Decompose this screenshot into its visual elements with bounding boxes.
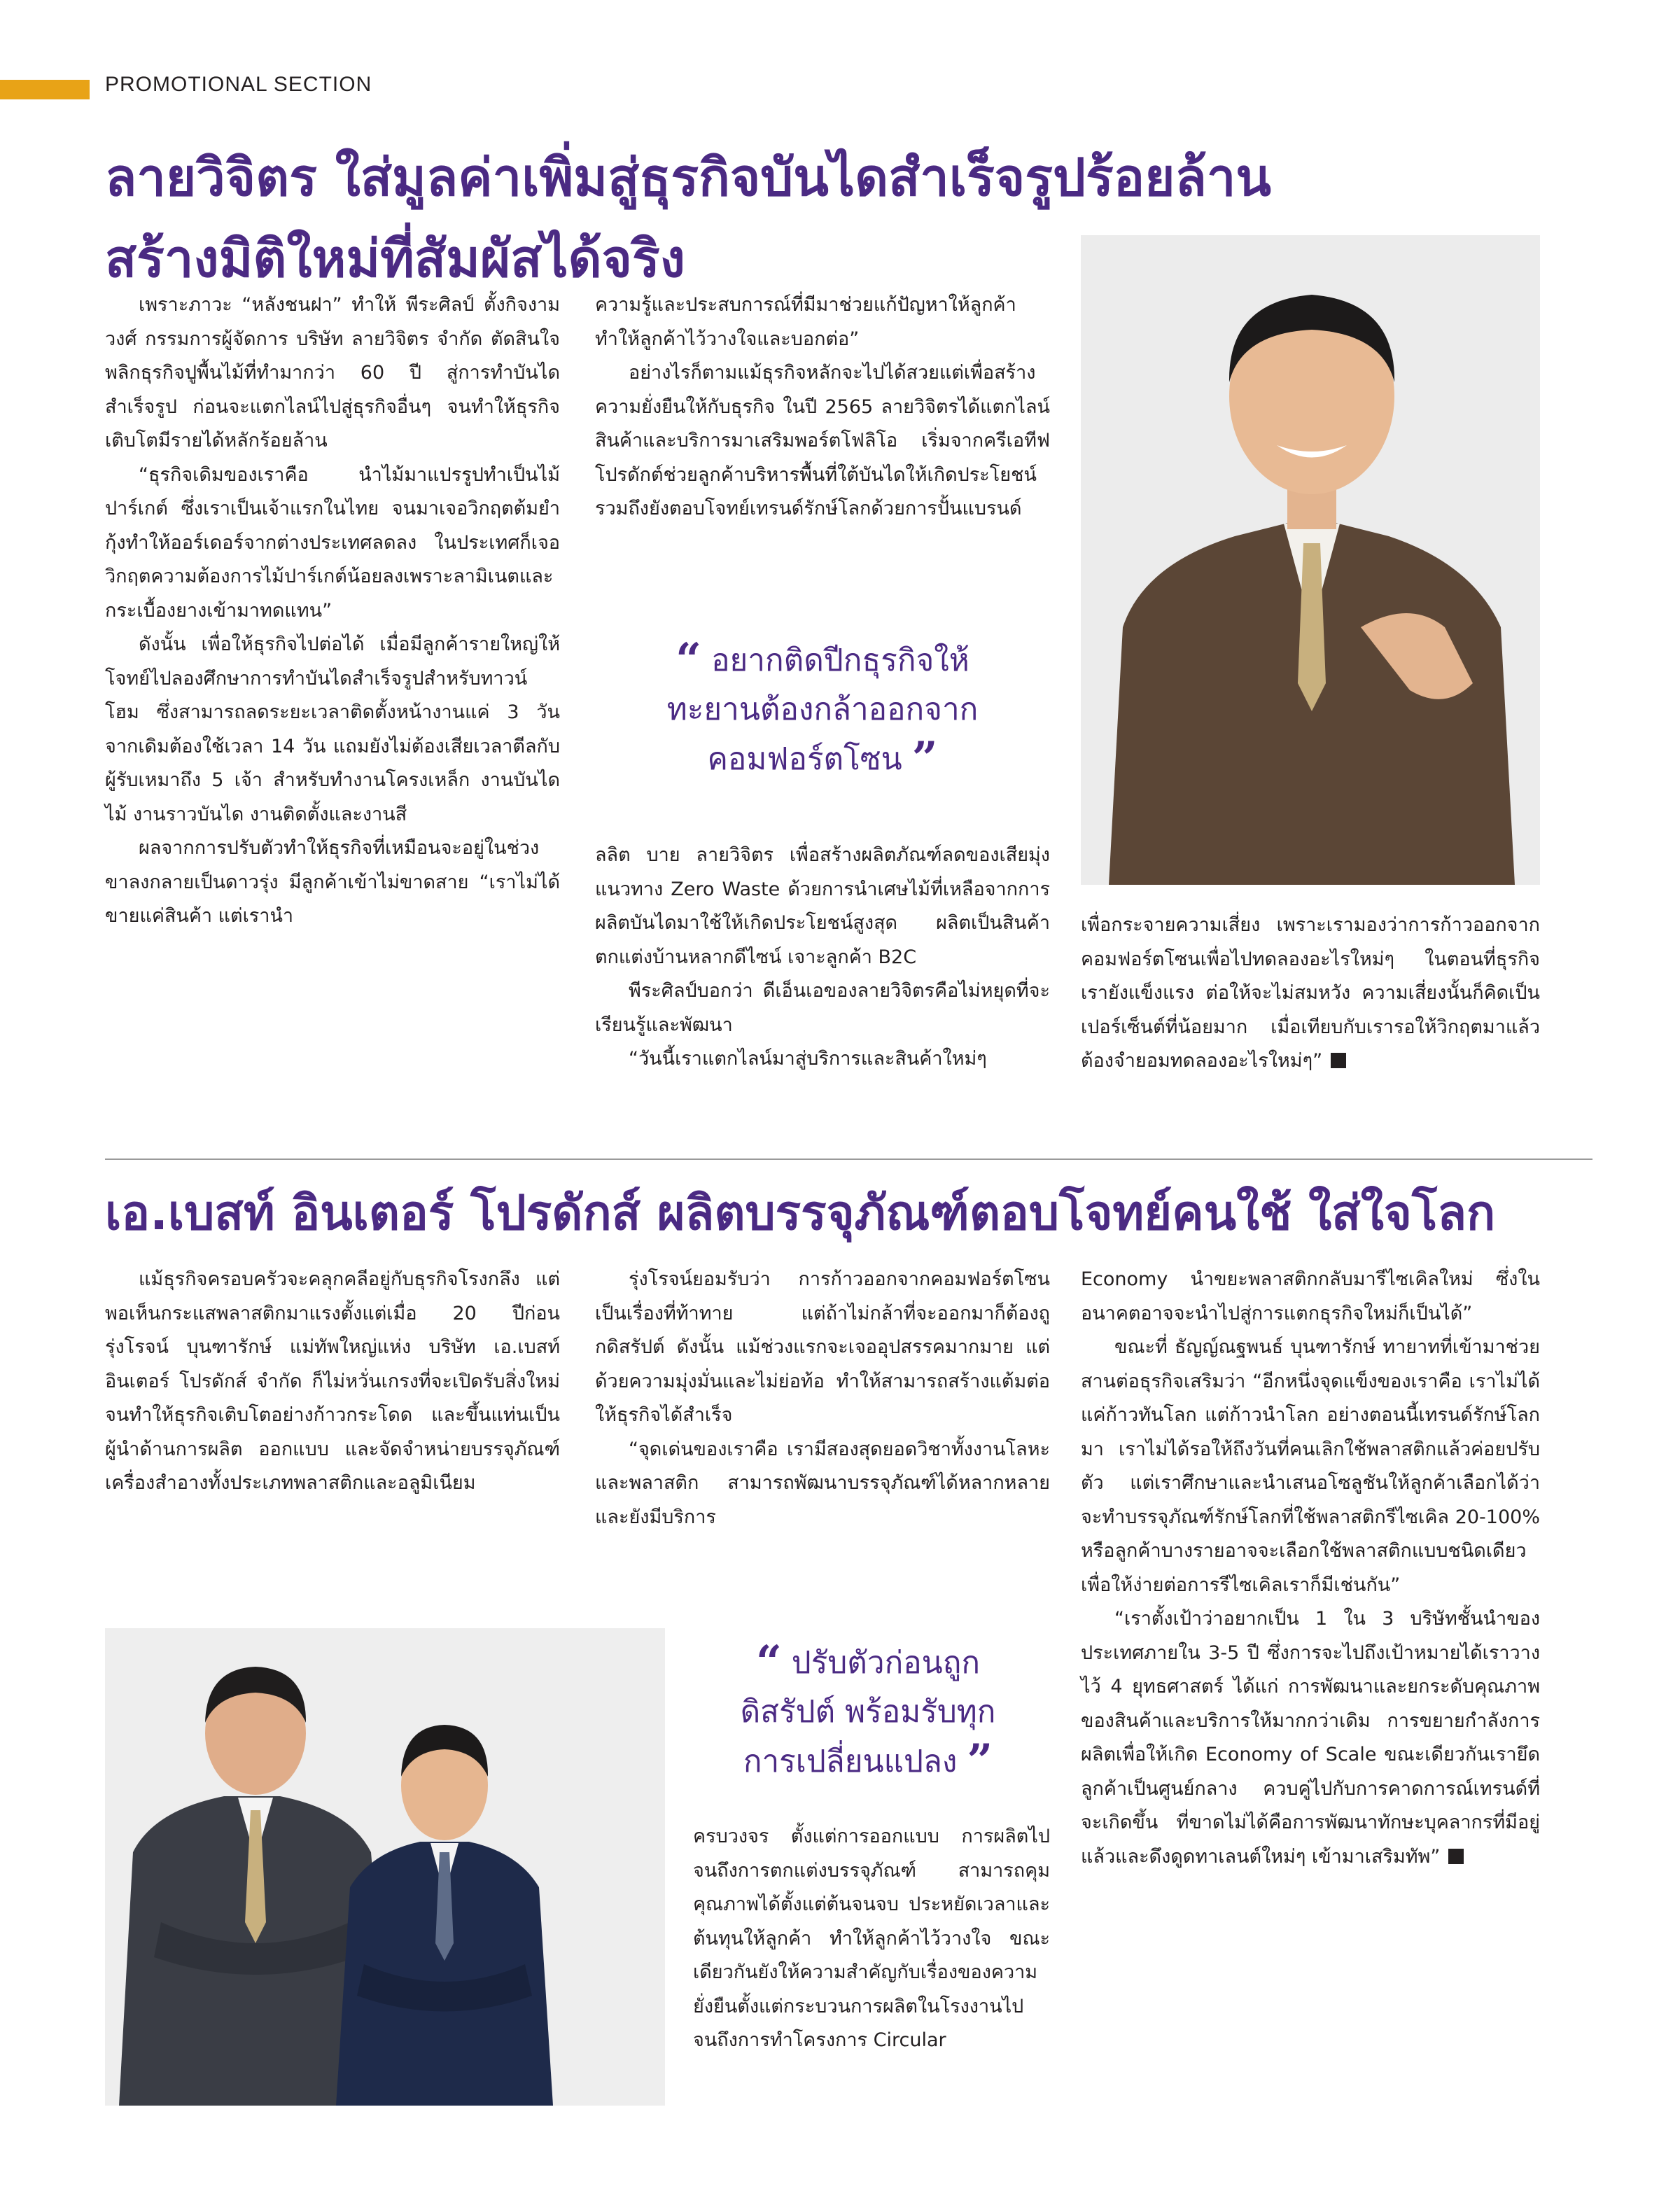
article1-column-3	[1081, 909, 1540, 1079]
paragraph: รุ่งโรจน์ยอมรับว่า การก้าวออกจากคอมฟอร์ตโซนเป็นเรื่องที่ท้าทาย แต่ถ้าไม่กล้าที่จะออกมาก็ต้องถูกดิสรัปต์ ดังนั้น แม้ช่วงแรกจะเจออุปสรรคมากมาย แต่ด้วยความมุ่งมั่นและไม่ย่อท้อ ทำให้สามารถสร้างแต้มต่อให้ธุรกิจได้สำเร็จ	[595, 1268, 1050, 1426]
quote-line: ปรับตัวก่อนถูก	[791, 1645, 980, 1681]
paragraph: แม้ธุรกิจครอบครัวจะคลุกคลีอยู่กับธุรกิจโรงกลึง แต่พอเห็นกระแสพลาสติกมาแรงตั้งแต่เมื่อ 20 ปีก่อน รุ่งโรจน์ บุนฑารักษ์ แม่ทัพใหญ่แห่ง บริษัท เอ.เบสท์ อินเตอร์ โปรดักส์ จำกัด ก็ไม่หวั่นเกรงที่จะเปิดรับสิ่งใหม่ จนทำให้ธุรกิจเติบโตอย่างก้าวกระโดด และขึ้นแท่นเป็นผู้นำด้านการผลิต ออกแบบ และจัดจำหน่ายบรรจุภัณฑ์เครื่องสำอางทั้งประเภทพลาสติกและอลูมิเนียม	[105, 1268, 560, 1494]
paragraph: “จุดเด่นของเราคือ เรามีสองสุดยอดวิชาทั้งงานโลหะและพลาสติก สามารถพัฒนาบรรจุภัณฑ์ได้หลากหลาย และยังมีบริการ	[595, 1438, 1050, 1528]
article2-column-3	[1081, 1263, 1540, 1874]
paragraph: “เราตั้งเป้าว่าอยากเป็น 1 ใน 3 บริษัทชั้นนำของประเทศภายใน 3-5 ปี ซึ่งการจะไปถึงเป้าหมายได้เราวางไว้ 4 ยุทธศาสตร์ ได้แก่ การพัฒนาและยกระดับคุณภาพของสินค้าและบริการให้มากกว่าเดิม การขยายกำลังการผลิตเพื่อให้เกิด Economy of Scale ขณะเดียวกันเรายึดลูกค้าเป็นศูนย์กลาง ควบคู่ไปกับการคาดการณ์เทรนด์ที่จะเกิดขึ้น ที่ขาดไม่ได้คือการพัฒนาทักษะบุคลากรที่มีอยู่แล้วและดึงดูดทาเลนต์ใหม่ๆ เข้ามาเสริมทัพ”	[1081, 1608, 1540, 1868]
quote-line: คอมฟอร์ตโซน	[707, 741, 902, 777]
paragraph: ผลจากการปรับตัวทำให้ธุรกิจที่เหมือนจะอยู่ในช่วงขาลงกลายเป็นดาวรุ่ง มีลูกค้าเข้าไม่ขาดสาย “เราไม่ได้ขายแค่สินค้า แต่เรานำ	[105, 837, 560, 927]
paragraph: ครบวงจร ตั้งแต่การออกแบบ การผลิตไปจนถึงการตกแต่งบรรจุภัณฑ์ สามารถคุมคุณภาพได้ตั้งแต่ต้นจนจบ ประหยัดเวลาและต้นทุนให้ลูกค้า ทำให้ลูกค้าไว้วางใจ ขณะเดียวกันยังให้ความสำคัญกับเรื่องของความยั่งยืนตั้งแต่กระบวนการผลิตในโรงงานไปจนถึงการทำโครงการ Circular	[693, 1826, 1050, 2051]
section-accent-bar	[0, 80, 90, 99]
paragraph: “วันนี้เราแตกไลน์มาสู่บริการและสินค้าใหม่ๆ	[629, 1048, 987, 1070]
portrait-illustration	[1081, 235, 1540, 885]
quote-line: ดิสรัปต์ พร้อมรับทุก	[740, 1694, 996, 1730]
duo-illustration	[105, 1628, 665, 2106]
paragraph: Economy นำขยะพลาสติกกลับมารีไซเคิลใหม่ ซึ่งในอนาคตอาจจะนำไปสู่การแตกธุรกิจใหม่ก็เป็นได้”	[1081, 1268, 1540, 1324]
quote-line: การเปลี่ยนแปลง	[743, 1744, 958, 1779]
article2-column-1	[105, 1263, 560, 1501]
close-quote-icon: ”	[967, 1735, 993, 1787]
article2-column-2-bottom	[693, 1820, 1050, 2058]
article2-title: เอ.เบสท์ อินเตอร์ โปรดักส์ ผลิตบรรจุภัณฑ์ตอบโจทย์คนใช้ ใส่ใจโลก	[105, 1186, 1496, 1241]
article-divider	[105, 1158, 1592, 1160]
article1-title-line1: ลายวิจิตร ใส่มูลค่าเพิ่มสู่ธุรกิจบันไดสำเร็จรูปร้อยล้าน	[105, 148, 1272, 208]
end-mark-icon	[1448, 1849, 1464, 1864]
article1-portrait-photo	[1081, 235, 1540, 885]
paragraph: ความรู้และประสบการณ์ที่มีมาช่วยแก้ปัญหาให้ลูกค้า ทำให้ลูกค้าไว้วางใจและบอกต่อ”	[595, 294, 1016, 350]
paragraph: เพื่อกระจายความเสี่ยง เพราะเรามองว่าการก้าวออกจากคอมฟอร์ตโซนเพื่อไปทดลองอะไรใหม่ๆ ในตอนที่ธุรกิจเรายังแข็งแรง ต่อให้จะไม่สมหวัง ความเสี่ยงนั้นก็คิดเป็นเปอร์เซ็นต์ที่น้อยมาก เมื่อเทียบกับเรารอให้วิกฤตมาแล้วต้องจำยอมทดลองอะไรใหม่ๆ”	[1081, 914, 1540, 1072]
article1-column-2-bottom	[595, 839, 1050, 1077]
quote-line: อยากติดปีกธุรกิจให้	[711, 643, 969, 678]
open-quote-icon: “	[676, 634, 702, 686]
paragraph: พีระศิลป์บอกว่า ดีเอ็นเอของลายวิจิตรคือไม่หยุดที่จะเรียนรู้และพัฒนา	[595, 980, 1050, 1036]
article2-pull-quote	[690, 1638, 1046, 1786]
article2-column-2	[595, 1263, 1050, 1534]
paragraph: ลลิต บาย ลายวิจิตร เพื่อสร้างผลิตภัณฑ์ลดของเสียมุ่งแนวทาง Zero Waste ด้วยการนำเศษไม้ที่เหลือจากการผลิตบันไดมาใช้ให้เกิดประโยชน์สูงสุด ผลิตเป็นสินค้าตกแต่งบ้านหลากดีไซน์ เจาะลูกค้า B2C	[595, 844, 1050, 968]
section-label: PROMOTIONAL SECTION	[105, 73, 372, 96]
quote-line: ทะยานต้องกล้าออกจาก	[666, 692, 979, 727]
paragraph: ขณะที่ ธัญญ์ณฐพนธ์ บุนฑารักษ์ ทายาทที่เข้ามาช่วยสานต่อธุรกิจเสริมว่า “อีกหนึ่งจุดแข็งของเราคือ เราไม่ได้แค่ก้าวทันโลก แต่ก้าวนำโลก อย่างตอนนี้เทรนด์รักษ์โลกมา เราไม่ได้รอให้ถึงวันที่คนเลิกใช้พลาสติกแล้วค่อยปรับตัว แต่เราศึกษาและนำเสนอโซลูชันให้ลูกค้าเลือกได้ว่า จะทำบรรจุภัณฑ์รักษ์โลกที่ใช้พลาสติกรีไซเคิล 20-100% หรือลูกค้าบางรายอาจจะเลือกใช้พลาสติกแบบชนิดเดียวเพื่อให้ง่ายต่อการรีไซเคิลเราก็มีเช่นกัน”	[1081, 1336, 1540, 1596]
article1-pull-quote	[595, 636, 1050, 784]
close-quote-icon: ”	[911, 732, 938, 785]
end-mark-icon	[1331, 1053, 1346, 1068]
paragraph: อย่างไรก็ตามแม้ธุรกิจหลักจะไปได้สวยแต่เพื่อสร้างความยั่งยืนให้กับธุรกิจ ในปี 2565 ลายวิจิตรได้แตกไลน์สินค้าและบริการมาเสริมพอร์ตโฟลิโอ เริ่มจากครีเอทีฟโปรดักต์ช่วยลูกค้าบริหารพื้นที่ใต้บันไดให้เกิดประโยชน์ รวมถึงยังตอบโจทย์เทรนด์รักษ์โลกด้วยการปั้นแบรนด์	[595, 362, 1050, 519]
article1-title-line2: สร้างมิติใหม่ที่สัมผัสได้จริง	[105, 229, 685, 289]
article1-column-1	[105, 288, 560, 934]
article2-duo-photo	[105, 1628, 665, 2106]
open-quote-icon: “	[755, 1636, 782, 1688]
paragraph: “ธุรกิจเดิมของเราคือ นำไม้มาแปรรูปทำเป็นไม้ปาร์เกต์ ซึ่งเราเป็นเจ้าแรกในไทย จนมาเจอวิกฤตต้มยำกุ้งทำให้ออร์เดอร์จากต่างประเทศลดลง ในประเทศก็เจอวิกฤตความต้องการไม้ปาร์เกต์น้อยลงเพราะลามิเนตและกระเบื้องยางเข้ามาทดแทน”	[105, 463, 560, 622]
article1-column-2-top	[595, 288, 1050, 526]
paragraph: เพราะภาวะ “หลังชนฝา” ทำให้ พีระศิลป์ ตั้งกิจงามวงศ์ กรรมการผู้จัดการ บริษัท ลายวิจิตร จำกัด ตัดสินใจพลิกธุรกิจปูพื้นไม้ที่ทำมากว่า 60 ปี สู่การทำบันไดสำเร็จรูป ก่อนจะแตกไลน์ไปสู่ธุรกิจอื่นๆ จนทำให้ธุรกิจเติบโตมีรายได้หลักร้อยล้าน	[105, 294, 560, 451]
paragraph: ดังนั้น เพื่อให้ธุรกิจไปต่อได้ เมื่อมีลูกค้ารายใหญ่ให้โจทย์ไปลองศึกษาการทำบันไดสำเร็จรูปสำหรับทาวน์โฮม ซึ่งสามารถลดระยะเวลาติดตั้งหน้างานแค่ 3 วัน จากเดิมต้องใช้เวลา 14 วัน แถมยังไม่ต้องเสียเวลาตีลกับผู้รับเหมาถึง 5 เจ้า สำหรับทำงานโครงเหล็ก งานบันไดไม้ งานราวบันได งานติดตั้งและงานสี	[105, 634, 560, 825]
